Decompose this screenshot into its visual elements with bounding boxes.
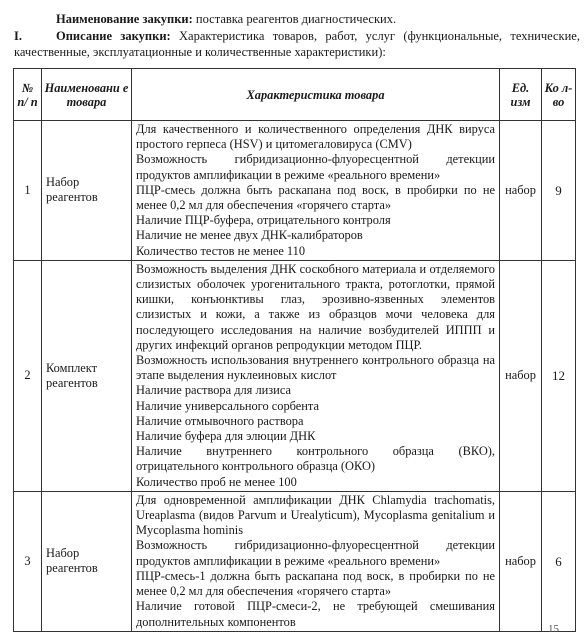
table-row [14,260,576,491]
column-header-num: № п/ п [14,69,42,121]
characteristic-line: Возможность использования внутреннего контрольного образца на этапе выделения нуклеиновых кислот [136,353,495,383]
table-header-row [14,69,576,121]
row-unit: набор [500,491,542,631]
purchase-name-line [56,12,396,27]
row-unit: набор [500,121,542,261]
characteristic-line: Наличие внутреннего контрольного образца (ВКО), отрицательного контрольного образца (ОКО) [136,444,495,474]
characteristic-line: ПЦР-смесь должна быть раскапана под воск, в пробирки по не менее 0,2 мл для обеспечения «горячего старта» [136,182,495,213]
column-header-qty: Ко л- во [542,69,576,121]
characteristic-line: Наличие отмывочного раствора [136,413,304,428]
purchase-description [14,28,580,60]
column-header-name: Наименовани е товара [42,69,132,121]
characteristic-line: Количество тестов не менее 110 [136,243,306,258]
row-product-name: Набор реагентов [42,121,132,261]
row-num: 1 [14,121,42,261]
section-number: I. [14,29,22,43]
purchase-name-label: Наименование закупки: [56,12,193,26]
description-label: Описание закупки: [56,29,171,43]
characteristic-line: Наличие раствора для лизиса [136,383,291,398]
row-product-name: Комплект реагентов [42,260,132,491]
row-quantity: 12 [542,260,576,491]
row-num: 3 [14,491,42,631]
characteristic-line: Возможность гибридизационно-флуоресцентной детекции продуктов амплификации в режиме «реального времени» [136,152,495,182]
row-characteristic [132,121,500,261]
characteristic-line: Количество проб не менее 100 [136,474,297,489]
characteristic-line: Наличие буфера для элюции ДНК [136,429,316,444]
characteristic-line: Наличие универсального сорбента [136,398,319,413]
column-header-unit: Ед. изм [500,69,542,121]
row-characteristic [132,491,500,631]
row-quantity: 6 [542,491,576,631]
row-unit: набор [500,260,542,491]
characteristic-line: Наличие ПЦР-буфера, отрицательного контроля [136,213,391,228]
row-quantity: 9 [542,121,576,261]
row-num: 2 [14,260,42,491]
row-characteristic [132,260,500,491]
characteristic-line: Возможность гибридизационно-флуоресцентной детекции продуктов амплификации в режиме «реального времени» [136,538,495,568]
specification-table [13,68,576,632]
table-row [14,491,576,631]
characteristic-line: Наличие готовой ПЦР-смеси-2, не требующей смешивания дополнительных компонентов [136,599,495,629]
characteristic-line: Возможность выделения ДНК соскобного материала и отделяемого слизистых оболочек урогенитального тракта, ротоглотки, прямой кишки, конъюнктивы глаз, эрозивно-язвенных элементов слизистых и кожи, а также из образцов мочи человека для последующего исследования на наличие возбудителей ИППП и других инфекций органов репродукции методом ПЦР. [136,261,495,352]
description-value: Характеристика товаров, работ, услуг (функциональные, технические, качественные, эксплуатационные и количественные характеристики): [14,29,580,59]
characteristic-line: Для одновременной амплификации ДНК Chlamydia trachomatis, Ureaplasma (видов Parvum и Urealyticum), Mycoplasma genitalium и Mycoplasma hominis [136,492,495,538]
column-header-characteristic: Характеристика товара [132,69,500,121]
page-number: 15 [548,623,559,635]
purchase-name-value: поставка реагентов диагностических. [192,12,397,26]
characteristic-line: Наличие не менее двух ДНК-калибраторов [136,228,363,243]
characteristic-line: ПЦР-смесь-1 должна быть раскапана под воск, в пробирки по не менее 0,2 мл для обеспечения «горячего старта» [136,568,495,599]
table-row [14,121,576,261]
characteristic-line: Для качественного и количественного определения ДНК вируса простого герпеса (HSV) и цитомегаловируса (CMV) [136,122,495,152]
row-product-name: Набор реагентов [42,491,132,631]
